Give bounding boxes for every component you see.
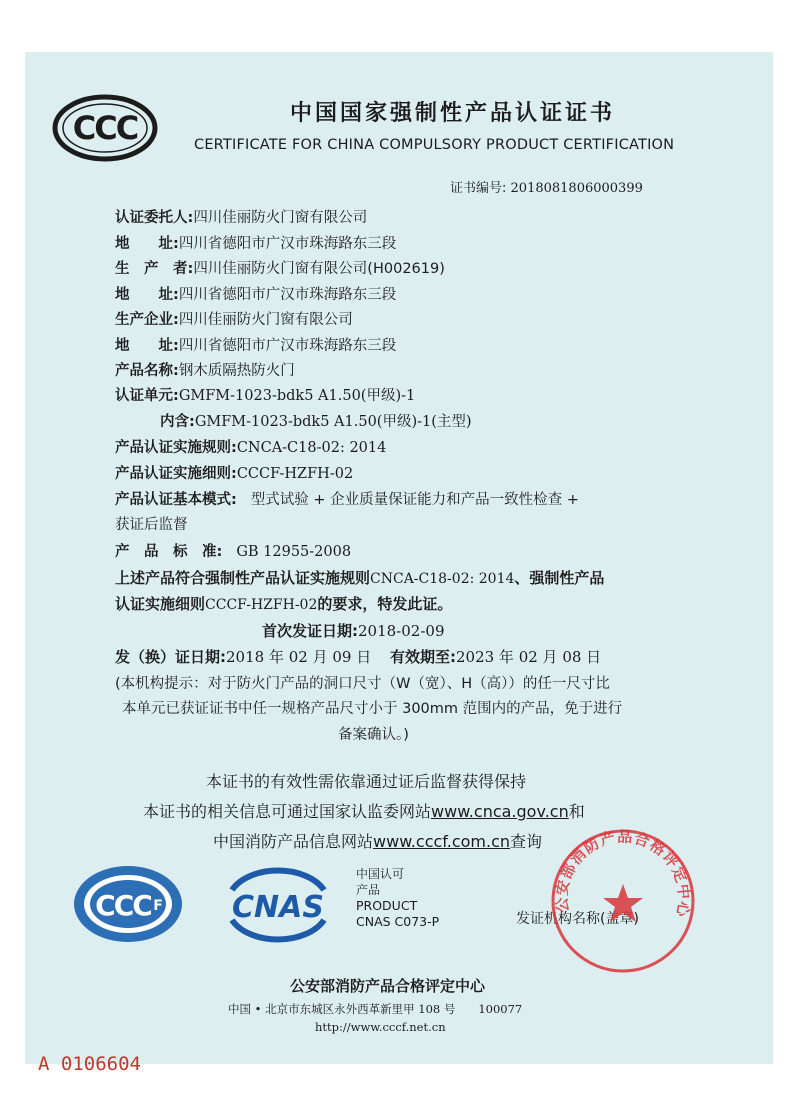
valid-value: 2023 年 02 月 08 日 — [455, 648, 602, 666]
product-label: 产品名称: — [115, 363, 179, 379]
cccf-logo-f: F — [153, 898, 163, 914]
seal-text: 公安部消防产品合格评定中心 — [552, 827, 694, 920]
contains-label: 内含: — [160, 414, 195, 430]
mode-row — [115, 488, 579, 509]
client-address-row — [115, 232, 396, 253]
statement-text: 的要求，特发此证。 — [317, 595, 453, 613]
factory-value: 四川佳丽防火门窗有限公司 — [178, 312, 353, 328]
cccf-logo-text: CCC — [95, 889, 151, 922]
footer-website[interactable]: http://www.cccf.net.cn — [315, 1020, 446, 1034]
producer-address-value: 四川省德阳市广汉市珠海路东三段 — [178, 287, 397, 303]
validity-text: 中国消防产品信息网站 — [213, 832, 374, 851]
validity-line2 — [143, 799, 585, 822]
factory-address-label: 地 址: — [115, 338, 179, 354]
statement-rule: CNCA-C18-02: 2014 — [370, 571, 515, 587]
validity-text: 查询 — [510, 832, 543, 851]
client-label: 认证委托人: — [115, 210, 194, 226]
producer-value: 四川佳丽防火门窗有限公司(H002619) — [193, 261, 445, 277]
first-issue-value: 2018-02-09 — [358, 622, 445, 640]
certificate-number-label: 证书编号: — [450, 181, 507, 196]
issuer-label: 发证机构名称(盖章) — [516, 911, 639, 927]
mode-row-cont — [115, 513, 188, 534]
mode-value-line1: 型式试验 + 企业质量保证能力和产品一致性检查 + — [250, 492, 579, 508]
unit-value: GMFM-1023-bdk5 A1.50(甲级)-1 — [178, 388, 416, 404]
certificate-title-cn: 中国国家强制性产品认证证书 — [290, 101, 616, 126]
notice-line2: 本单元已获证证书中任一规格产品尺寸小于 300mm 范围内的产品，免于进行 — [122, 701, 623, 717]
detail-row — [115, 462, 353, 483]
ccc-logo — [50, 92, 160, 164]
rule-label: 产品认证实施规则: — [115, 440, 237, 456]
issue-value: 2018 年 02 月 09 日 — [226, 648, 372, 666]
ccc-logo-text: CCC — [72, 109, 138, 147]
statement-text: 上述产品符合强制性产品认证实施规则 — [115, 569, 371, 587]
validity-text: 和 — [568, 802, 585, 821]
client-address-label: 地 址: — [115, 236, 179, 252]
certificate-title-en: CERTIFICATE FOR CHINA COMPULSORY PRODUCT CERTIFICATION — [194, 137, 675, 153]
cnas-logo-text: CNAS — [232, 890, 324, 925]
footer-address: 中国 • 北京市东城区永外西革新里甲 108 号 100077 — [228, 1002, 523, 1016]
detail-value: CCCF-HZFH-02 — [236, 466, 354, 482]
unit-label: 认证单元: — [115, 388, 179, 404]
statement-line1 — [115, 567, 604, 588]
cccf-logo — [68, 858, 188, 950]
first-issue-label: 首次发证日期: — [262, 622, 358, 640]
accreditation-product-cn: 产品 — [356, 883, 381, 897]
validity-line1: 本证书的有效性需依靠通过证后监督获得保持 — [206, 772, 527, 791]
rule-value: CNCA-C18-02: 2014 — [236, 440, 387, 456]
cnca-link[interactable]: www.cnca.gov.cn — [431, 802, 569, 821]
statement-line2 — [115, 593, 452, 614]
unit-row — [115, 384, 415, 405]
validity-line3 — [213, 829, 542, 852]
detail-label: 产品认证实施细则: — [115, 466, 237, 482]
statement-text: 认证实施细则 — [115, 595, 206, 613]
product-row — [115, 359, 295, 380]
cnas-logo — [212, 860, 344, 948]
validity-text: 本证书的相关信息可通过国家认监委网站 — [143, 802, 432, 821]
standard-value: GB 12955-2008 — [236, 544, 352, 560]
standard-row — [115, 540, 351, 561]
statement-text: 、强制性产品 — [514, 569, 605, 587]
rule-row — [115, 436, 386, 457]
certificate-number-value: 2018081806000399 — [510, 181, 643, 196]
producer-address-label: 地 址: — [115, 287, 179, 303]
notice-line3: 备案确认。) — [338, 727, 409, 743]
factory-label: 生产企业: — [115, 312, 179, 328]
official-seal — [548, 826, 698, 976]
certificate-number — [450, 177, 643, 196]
contains-row — [160, 410, 472, 431]
accreditation-block — [356, 866, 466, 930]
factory-row — [115, 308, 353, 329]
factory-address-value: 四川省德阳市广汉市珠海路东三段 — [178, 338, 397, 354]
standard-label: 产 品 标 准: — [115, 544, 223, 560]
cccf-link[interactable]: www.cccf.com.cn — [373, 832, 511, 851]
accreditation-product-en: PRODUCT — [356, 898, 418, 913]
product-value: 钢木质隔热防火门 — [178, 363, 295, 379]
client-address-value: 四川省德阳市广汉市珠海路东三段 — [178, 236, 397, 252]
footer-org: 公安部消防产品合格评定中心 — [290, 977, 486, 995]
client-value: 四川佳丽防火门窗有限公司 — [193, 210, 368, 226]
issue-label: 发（换）证日期: — [115, 648, 226, 666]
client-row — [115, 206, 367, 227]
mode-label: 产品认证基本模式: — [115, 492, 237, 508]
contains-value: GMFM-1023-bdk5 A1.50(甲级)-1(主型) — [194, 414, 472, 430]
accreditation-number: CNAS C073-P — [356, 914, 440, 929]
producer-row — [115, 257, 445, 278]
mode-value-line2: 获证后监督 — [115, 517, 188, 533]
notice-line1: (本机构提示：对于防火门产品的洞口尺寸（W（宽）、H（高））的任一尺寸比 — [115, 676, 610, 692]
factory-address-row — [115, 334, 396, 355]
serial-number: A 0106604 — [38, 1053, 141, 1075]
producer-address-row — [115, 283, 396, 304]
accreditation-cn: 中国认可 — [356, 867, 405, 881]
valid-label: 有效期至: — [389, 648, 456, 666]
first-issue-row — [262, 620, 444, 641]
statement-detail: CCCF-HZFH-02 — [205, 597, 318, 613]
issue-row — [115, 646, 601, 667]
producer-label: 生 产 者: — [115, 261, 194, 277]
